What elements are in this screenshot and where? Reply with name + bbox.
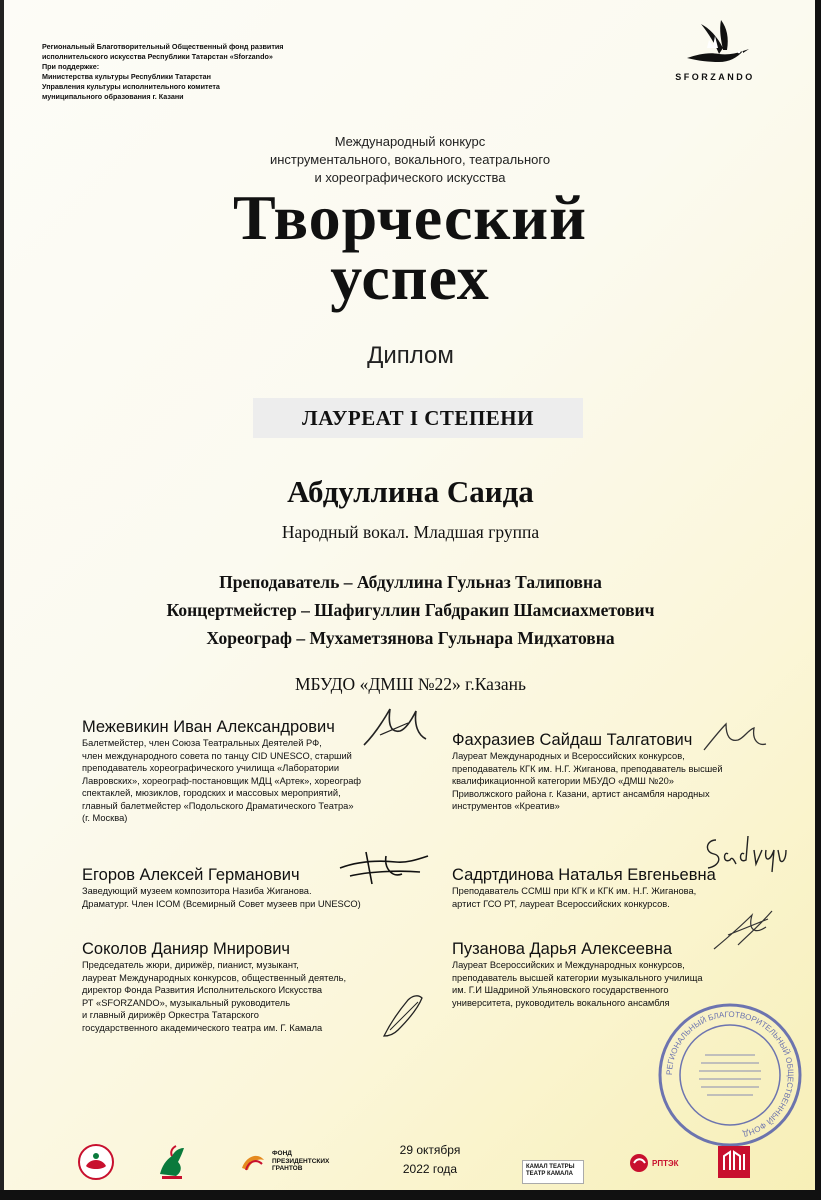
- org-line: При поддержке:: [42, 62, 100, 71]
- signature-icon: [378, 990, 428, 1040]
- bottom-edge: [0, 1190, 821, 1200]
- jury-desc-line: преподаватель КГК им. Н.Г. Жиганова, преподаватель высшей: [452, 763, 723, 774]
- date-line: 2022 года: [402, 1162, 458, 1176]
- sforzando-logo: [660, 18, 770, 82]
- signature-icon: [708, 905, 778, 955]
- signature-icon: [360, 705, 430, 750]
- jury-desc-line: преподаватель хореографического училища «Лаборатории: [82, 763, 340, 773]
- contest-intro: [200, 133, 620, 187]
- fund-text-line: ГРАНТОВ: [272, 1165, 303, 1172]
- signature-icon: [700, 720, 770, 760]
- jury-desc-line: государственного академического театра им. Г. Камала: [82, 1022, 323, 1033]
- jury-desc-line: Преподаватель ССМШ при КГК и КГК им. Н.Г. Жиганова,: [452, 886, 697, 896]
- jury-desc-line: (г. Москва): [82, 813, 128, 823]
- svg-text:РЕГИОНАЛЬНЫЙ БЛАГОТВОРИТЕЛЬНЫЙ: [665, 1010, 795, 1139]
- jury-name: Пузанова Дарья Алексеевна: [452, 940, 672, 958]
- signature-icon: [700, 830, 795, 875]
- jury-desc-line: РТ «SFORZANDO», музыкальный руководитель: [82, 997, 291, 1008]
- issue-date: [380, 1141, 480, 1179]
- jury-desc: [82, 737, 442, 825]
- staff-line: Преподаватель – Абдуллина Гульназ Талиповна: [219, 572, 602, 592]
- jury-desc-line: Драматург. Член ICOM (Всемирный Совет музеев при UNESCO): [82, 898, 361, 909]
- jury-name: Межевикин Иван Александрович: [82, 718, 335, 736]
- degree-badge: ЛАУРЕАТ I СТЕПЕНИ: [253, 398, 583, 438]
- organization-block: [42, 42, 382, 102]
- intro-line: и хореографического искусства: [314, 170, 506, 185]
- ministry-emblem-icon: [76, 1142, 116, 1182]
- jury-desc-line: спектаклей, мюзиклов, городских и массовых мероприятий,: [82, 788, 341, 798]
- jury-name: Егоров Алексей Германович: [82, 866, 300, 884]
- ptek-logo: [628, 1152, 679, 1174]
- ptek-icon: [628, 1152, 650, 1174]
- org-line: Министерства культуры Республики Татарстан: [42, 72, 211, 81]
- jury-desc-line: директор Фонда Развития Исполнительского Искусства: [82, 985, 323, 995]
- jury-desc: [82, 885, 442, 910]
- jury-desc-line: член международного совета по танцу CID UNESCO, старший: [82, 750, 352, 761]
- jury-desc-line: главный балетмейстер «Подольского Драматического Театра»: [82, 800, 354, 811]
- winner-name: Абдуллина Саида: [287, 474, 534, 509]
- jury-desc-line: Лавровских», хореограф-постановщик МДЦ «Артек», хореограф: [82, 775, 362, 786]
- date-line: 29 октября: [399, 1143, 461, 1157]
- org-line: Региональный Благотворительный Общественный фонд развития: [42, 42, 284, 51]
- jury-desc-line: лауреат Международных конкурсов, общественный деятель,: [82, 972, 347, 983]
- staff-line: Концертмейстер – Шафигуллин Габдракип Шамсиахметович: [166, 600, 655, 620]
- org-line: исполнительского искусства Республики Татарстан «Sforzando»: [42, 52, 273, 61]
- jury-name: Фахразиев Сайдаш Талгатович: [452, 731, 693, 749]
- org-line: Управления культуры исполнительного комитета: [42, 82, 220, 91]
- jury-desc-line: преподаватель высшей категории музыкального училища: [452, 972, 703, 983]
- jury-name: Садртдинова Наталья Евгеньевна: [452, 866, 716, 884]
- intro-line: Международный конкурс: [334, 134, 486, 149]
- contest-title: [120, 182, 700, 313]
- diploma-label: Диплом: [367, 342, 454, 369]
- winner-category: Народный вокал. Младшая группа: [281, 522, 540, 542]
- logo-text: SFORZANDO: [675, 72, 755, 82]
- jury-desc-line: квалификационной категории МБУДО «ДМШ №20»: [452, 776, 674, 786]
- jury-desc-line: Лауреат Всероссийских и Международных конкурсов,: [452, 960, 685, 970]
- jury-desc-line: им. Г.И Шадриной Ульяновского государственного: [452, 985, 669, 995]
- fund-text-line: ФОНД: [272, 1150, 292, 1157]
- ptek-text: РПТЭК: [652, 1158, 679, 1168]
- staff-line: Хореограф – Мухаметзянова Гульнара Мидхатовна: [206, 628, 615, 648]
- jury-name: Соколов Данияр Мнирович: [82, 940, 291, 958]
- grant-fund-icon: [238, 1150, 268, 1172]
- jury-desc-line: артист ГСО РТ, лауреат Всероссийских конкурсов.: [452, 898, 670, 909]
- title-line: успех: [330, 242, 490, 313]
- jury-desc-line: Приволжского района г. Казани, артист ансамбля народных: [452, 788, 710, 799]
- seal-text: РЕГИОНАЛЬНЫЙ БЛАГОТВОРИТЕЛЬНЫЙ ОБЩЕСТВЕННЫЙ ФОНД: [664, 1009, 796, 1139]
- stamp-seal: [655, 1000, 805, 1155]
- kamal-text-line: КАМАЛ ТЕАТРЫ: [526, 1164, 575, 1170]
- jury-desc-line: Балетмейстер, член Союза Театральных Деятелей РФ,: [82, 738, 322, 748]
- intro-line: инструментального, вокального, театрального: [269, 152, 551, 167]
- kamal-theatre-logo: [522, 1160, 584, 1184]
- jury-desc-line: Заведующий музеем композитора Назиба Жиганова.: [82, 886, 312, 896]
- jury-desc-line: инструментов «Креатив»: [452, 801, 560, 811]
- signature-icon: [336, 848, 431, 888]
- bird-icon: [679, 18, 751, 70]
- org-line: муниципального образования г. Казани: [42, 92, 184, 101]
- school-name: МБУДО «ДМШ №22» г.Казань: [295, 674, 526, 694]
- jury-desc-line: университета, руководитель вокального ансамбля: [452, 997, 670, 1008]
- title-line: Творческий: [233, 182, 587, 253]
- jury-desc-line: и главный дирижёр Оркестра Татарского: [82, 1010, 259, 1020]
- zilant-emblem-icon: [152, 1142, 192, 1182]
- seal-icon: [655, 1000, 805, 1150]
- staff-list: [0, 568, 821, 652]
- jury-desc-line: Лауреат Международных и Всероссийских конкурсов,: [452, 751, 685, 761]
- fund-text-line: ПРЕЗИДЕНТСКИХ: [272, 1157, 330, 1165]
- tatar-emblem-icon: [716, 1144, 752, 1180]
- jury-desc-line: Председатель жюри, дирижёр, пианист, музыкант,: [82, 960, 299, 970]
- presidential-grants-logo: [238, 1150, 329, 1173]
- kamal-text-line: ТЕАТР КАМАЛА: [526, 1171, 573, 1177]
